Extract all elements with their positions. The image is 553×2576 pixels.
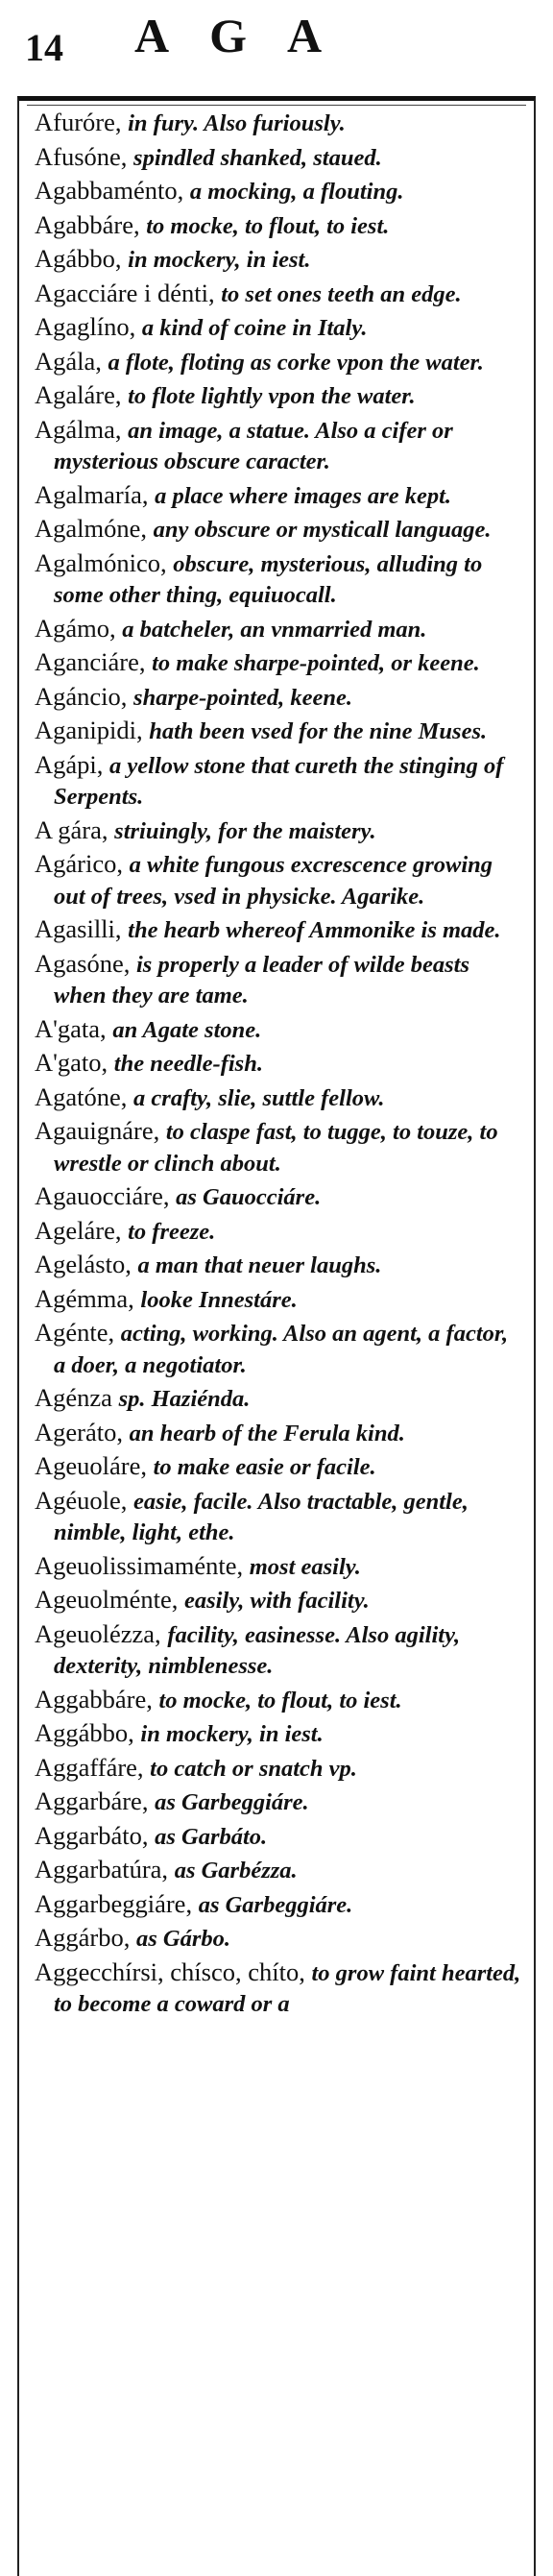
definition: a crafty, slie, suttle fellow. — [133, 1084, 385, 1111]
dictionary-column — [35, 108, 524, 2023]
headword: Ageuolissimaménte, — [35, 1550, 244, 1580]
definition: acting, working. Also an agent, a factor, a doer, a negotiator. — [54, 1321, 509, 1378]
dictionary-entry — [35, 949, 524, 1011]
headword: Aggaffáre, — [35, 1752, 144, 1782]
headword: A'gata, — [35, 1013, 107, 1043]
headword: Agelásto, — [35, 1250, 132, 1278]
dictionary-entry — [35, 108, 524, 139]
page-number: 14 — [25, 26, 63, 69]
headword: Agauocciáre, — [35, 1181, 170, 1210]
definition: any obscure or mysticall language. — [153, 517, 492, 543]
dictionary-entry — [35, 614, 524, 645]
dictionary-entry — [35, 1957, 524, 2020]
headword: Agálma, — [35, 414, 122, 444]
dictionary-entry — [35, 548, 524, 611]
definition: a yellow stone that cureth the stinging of Serpents. — [54, 752, 504, 810]
dictionary-entry — [35, 1082, 524, 1114]
definition: a batcheler, an vnmarried man. — [122, 616, 427, 643]
definition: a mocking, a flouting. — [189, 179, 404, 205]
definition: hath been vsed for the nine Muses. — [149, 718, 488, 744]
dictionary-entry — [35, 1923, 524, 1955]
dictionary-entry — [35, 142, 524, 174]
headword: Agaláre, — [35, 380, 122, 409]
definition: an hearb of the Ferula kind. — [129, 1420, 405, 1446]
headword: Aggarbáre, — [35, 1786, 149, 1815]
dictionary-entry — [35, 1486, 524, 1548]
dictionary-entry — [35, 312, 524, 344]
dictionary-entry — [35, 1048, 524, 1080]
dictionary-entry — [35, 647, 524, 679]
headword: Aggarbeggiáre, — [35, 1888, 193, 1918]
headword: Ageuolézza, — [35, 1618, 161, 1648]
headword: Afuróre, — [35, 108, 122, 136]
headword: Ageuolménte, — [35, 1585, 179, 1614]
headword: Afusóne, — [35, 141, 128, 171]
dictionary-entry — [35, 415, 524, 477]
dictionary-entry — [35, 1585, 524, 1616]
definition: to make sharpe-pointed, or keene. — [152, 650, 480, 676]
dictionary-entry — [35, 1284, 524, 1316]
headword: Agasilli, — [35, 914, 122, 943]
dictionary-entry — [35, 210, 524, 242]
headword: Agéuole, — [35, 1485, 128, 1515]
dictionary-entry — [35, 716, 524, 747]
definition: looke Innestáre. — [140, 1286, 298, 1313]
headword: Aganciáre, — [35, 647, 146, 676]
definition: a man that neuer laughs. — [137, 1252, 382, 1278]
dictionary-entry — [35, 750, 524, 813]
headword: Aggarbáto, — [35, 1820, 149, 1850]
headword: Agalmónico, — [35, 547, 167, 577]
definition: in mockery, in iest. — [128, 247, 311, 273]
definition: striuingly, for the maistery. — [114, 817, 376, 844]
headword: Aggecchírsi, chísco, chíto, — [35, 1956, 305, 1986]
headword: Agála, — [35, 346, 102, 376]
definition: to claspe fast, to tugge, to touze, to wrestle or clinch about. — [54, 1119, 498, 1177]
definition: the needle-fish. — [113, 1051, 263, 1077]
headword: Ageráto, — [35, 1417, 123, 1446]
definition: spindled shanked, staued. — [133, 144, 382, 171]
headword: Aganipidi, — [35, 716, 143, 744]
dictionary-entry — [35, 244, 524, 276]
dictionary-entry — [35, 480, 524, 512]
headword: Agémma, — [35, 1283, 134, 1313]
headword: Agáncio, — [35, 681, 128, 711]
dictionary-entry — [35, 176, 524, 207]
definition: is properly a leader of wilde beasts when they are tame. — [54, 951, 470, 1009]
dictionary-entry — [35, 347, 524, 378]
definition: an Agate stone. — [112, 1016, 262, 1043]
definition: obscure, mysterious, alluding to some other thing, equiuocall. — [54, 550, 483, 608]
headword: Aggábbo, — [35, 1718, 134, 1747]
definition: easily, with facility. — [184, 1588, 370, 1614]
definition: sp. Haziénda. — [118, 1386, 251, 1412]
definition: as Garbeggiáre. — [198, 1891, 353, 1918]
headword: Agénte, — [35, 1318, 115, 1347]
headword: Agalmóne, — [35, 514, 148, 543]
definition: to mocke, to flout, to iest. — [146, 212, 390, 239]
dictionary-entry — [35, 1216, 524, 1248]
definition: as Garbeggiáre. — [155, 1789, 309, 1815]
dictionary-entry — [35, 849, 524, 911]
dictionary-entry — [35, 1619, 524, 1682]
dictionary-entry — [35, 1116, 524, 1179]
definition: a kind of coine in Italy. — [141, 315, 368, 341]
dictionary-entry — [35, 1451, 524, 1483]
running-head: AGA — [134, 9, 363, 62]
definition: to catch or snatch vp. — [150, 1755, 357, 1782]
definition: a place where images are kept. — [155, 482, 452, 509]
dictionary-entry — [35, 279, 524, 310]
headword: Aggabbáre, — [35, 1684, 153, 1713]
dictionary-entry — [35, 1383, 524, 1415]
dictionary-entry — [35, 1718, 524, 1750]
definition: in mockery, in iest. — [140, 1721, 324, 1747]
headword: Ageláre, — [35, 1215, 122, 1245]
headword: Ageuoláre, — [35, 1451, 147, 1480]
headword: Agárico, — [35, 849, 123, 878]
definition: to grow faint hearted, to become a coward or a — [54, 1959, 521, 2017]
definition: an image, a statue. Also a cifer or mysterious obscure caracter. — [54, 417, 453, 474]
definition: a flote, floting as corke vpon the water. — [108, 349, 484, 376]
headword: Agasóne, — [35, 948, 131, 978]
definition: facility, easinesse. Also agility, dexterity, nimblenesse. — [54, 1621, 461, 1679]
definition: to flote lightly vpon the water. — [128, 383, 416, 409]
definition: as Gárbo. — [135, 1926, 230, 1952]
dictionary-entry — [35, 1181, 524, 1213]
definition: as Garbáto. — [155, 1823, 268, 1850]
dictionary-entry — [35, 1753, 524, 1785]
dictionary-entry — [35, 380, 524, 412]
headword: A gára, — [35, 814, 108, 844]
dictionary-entry — [35, 1889, 524, 1921]
dictionary-entry — [35, 1685, 524, 1716]
headword: Agábbo, — [35, 244, 122, 273]
header-rule — [27, 105, 526, 106]
definition: the hearb whereof Ammonike is made. — [128, 917, 501, 943]
dictionary-entry — [35, 682, 524, 714]
definition: as Gauocciáre. — [176, 1184, 322, 1210]
headword: Agaglíno, — [35, 312, 136, 341]
dictionary-entry — [35, 914, 524, 946]
definition: most easily. — [249, 1553, 361, 1580]
page-header — [0, 0, 553, 77]
dictionary-entry — [35, 1551, 524, 1583]
dictionary-entry — [35, 1250, 524, 1281]
dictionary-entry — [35, 1418, 524, 1449]
headword: Agabbaménto, — [35, 176, 184, 205]
headword: Agámo, — [35, 613, 116, 643]
definition: easie, facile. Also tractable, gentle, nimble, light, ethe. — [54, 1488, 469, 1545]
headword: Agalmaría, — [35, 479, 149, 509]
dictionary-entry — [35, 1855, 524, 1886]
dictionary-entry — [35, 1821, 524, 1853]
dictionary-entry — [35, 514, 524, 546]
dictionary-entry — [35, 1786, 524, 1818]
headword: Aggárbo, — [35, 1923, 131, 1952]
dictionary-entry — [35, 1014, 524, 1046]
headword: Agabbáre, — [35, 209, 140, 239]
definition: to freeze. — [128, 1218, 216, 1245]
dictionary-entry — [35, 1318, 524, 1380]
definition: to mocke, to flout, to iest. — [158, 1687, 402, 1713]
definition: a white fungous excrescence growing out of trees, vsed in physicke. Agarike. — [54, 852, 493, 910]
headword: Agatóne, — [35, 1081, 128, 1111]
definition: sharpe-pointed, keene. — [133, 684, 352, 711]
headword: Aggarbatúra, — [35, 1855, 169, 1883]
headword: Agauignáre, — [35, 1116, 160, 1145]
definition: to make easie or facile. — [153, 1454, 376, 1480]
headword: Agápi, — [35, 749, 104, 779]
dictionary-entry — [35, 815, 524, 847]
definition: to set ones teeth an edge. — [221, 280, 462, 307]
definition: as Garbézza. — [174, 1858, 298, 1883]
headword: Agacciáre i dénti, — [35, 278, 215, 307]
headword: Agénza — [35, 1383, 112, 1412]
definition: in fury. Also furiously. — [128, 110, 346, 136]
headword: A'gato, — [35, 1048, 108, 1077]
